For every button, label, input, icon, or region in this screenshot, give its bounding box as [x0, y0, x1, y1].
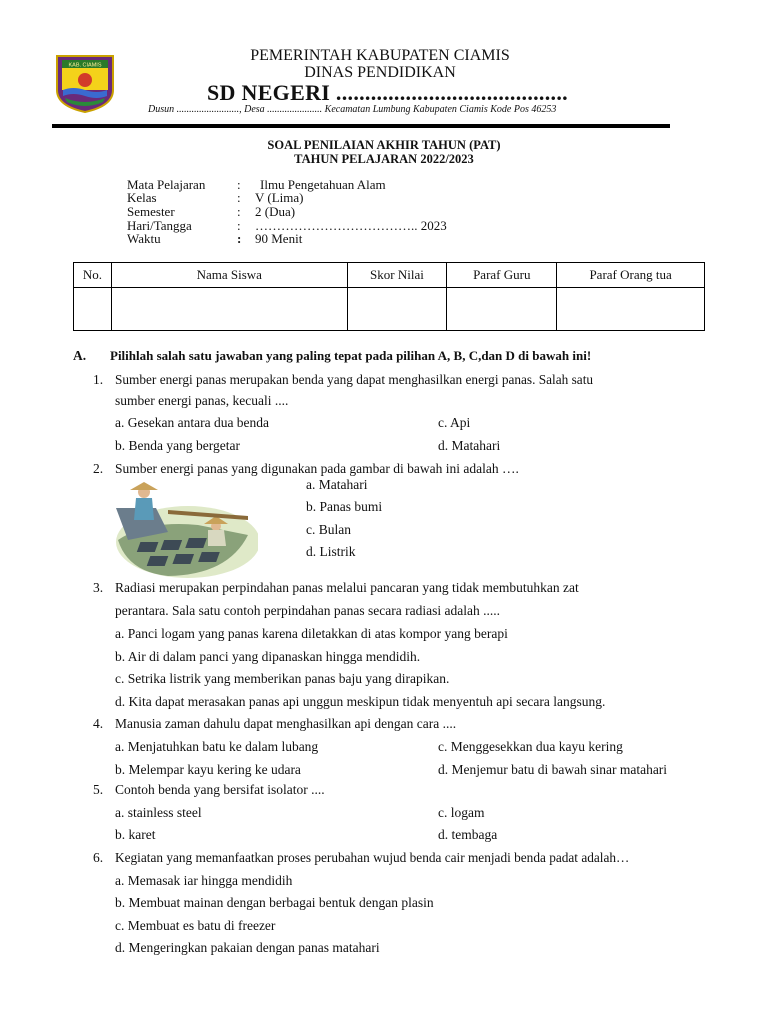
question-text: Contoh benda yang bersifat isolator ....: [115, 782, 325, 797]
option-b[interactable]: b. Panas bumi: [306, 499, 383, 514]
info-sep: :: [237, 177, 241, 192]
school-name: SD NEGERI ........................................: [207, 80, 568, 105]
question-number: 1.: [93, 372, 104, 387]
option-c[interactable]: c. Setrika listrik yang memberikan panas baju yang dirapikan.: [115, 671, 450, 686]
exam-title: SOAL PENILAIAN AKHIR TAHUN (PAT): [267, 138, 501, 152]
section-letter: A.: [73, 348, 87, 363]
col-header-parent-sign: Paraf Orang tua: [557, 263, 705, 288]
option-a[interactable]: a. stainless steel: [115, 805, 202, 820]
info-label: Hari/Tangga: [127, 218, 192, 233]
option-a[interactable]: a. Memasak iar hingga mendidih: [115, 873, 293, 888]
header-government: PEMERINTAH KABUPATEN CIAMIS: [250, 47, 510, 64]
cell-name[interactable]: [111, 288, 347, 331]
drying-fish-illustration: [108, 480, 258, 580]
school-address: Dusun ........................., Desa ...................... Kecamatan Lumbung Kabupaten Ciamis Kode Pos 46253: [148, 104, 557, 115]
col-header-score: Skor Nilai: [347, 263, 447, 288]
option-d[interactable]: d. Kita dapat merasakan panas api unggun meskipun tidak menyentuh api secara langsung.: [115, 694, 606, 709]
question-number: 4.: [93, 716, 104, 731]
option-d[interactable]: d. Mengeringkan pakaian dengan panas matahari: [115, 940, 380, 955]
option-b[interactable]: b. karet: [115, 827, 156, 842]
question-text: Radiasi merupakan perpindahan panas melalui pancaran yang tidak membutuhkan zat: [115, 580, 579, 595]
score-table: [73, 262, 705, 331]
logo-text: KAB. CIAMIS: [68, 62, 102, 69]
option-c[interactable]: c. logam: [438, 805, 485, 820]
regency-logo: [53, 50, 117, 114]
question-text: Manusia zaman dahulu dapat menghasilkan api dengan cara ....: [115, 716, 457, 731]
option-b[interactable]: b. Air di dalam panci yang dipanaskan hingga mendidih.: [115, 649, 421, 664]
info-label: Kelas: [127, 190, 157, 205]
option-a[interactable]: a. Gesekan antara dua benda: [115, 415, 270, 430]
question-text: Sumber energi panas merupakan benda yang dapat menghasilkan energi panas. Salah satu: [115, 372, 594, 387]
info-value: ……………………………….. 2023: [255, 218, 447, 233]
info-value: V (Lima): [255, 190, 304, 205]
option-b[interactable]: b. Melempar kayu kering ke udara: [115, 762, 301, 777]
cell-no[interactable]: [74, 288, 112, 331]
cell-score[interactable]: [347, 288, 447, 331]
option-b[interactable]: b. Membuat mainan dengan berbagai bentuk dengan plasin: [115, 895, 434, 910]
question-number: 3.: [93, 580, 104, 595]
info-label: Waktu: [127, 231, 161, 246]
question-text: Sumber energi panas yang digunakan pada gambar di bawah ini adalah ….: [115, 461, 519, 476]
info-value: Ilmu Pengetahuan Alam: [260, 177, 386, 192]
info-label: Mata Pelajaran: [127, 177, 206, 192]
question-number: 5.: [93, 782, 104, 797]
option-d[interactable]: d. tembaga: [438, 827, 498, 842]
cell-parent-sign[interactable]: [557, 288, 705, 331]
header-rule: [52, 124, 670, 128]
col-header-teacher-sign: Paraf Guru: [447, 263, 557, 288]
info-sep: :: [237, 190, 241, 205]
question-number: 2.: [93, 461, 104, 476]
section-instruction: Pilihlah salah satu jawaban yang paling tepat pada pilihan A, B, C,dan D di bawah ini!: [110, 348, 592, 363]
col-header-name: Nama Siswa: [111, 263, 347, 288]
option-d[interactable]: d. Menjemur batu di bawah sinar matahari: [438, 762, 668, 777]
info-sep: :: [237, 231, 242, 246]
info-value: 2 (Dua): [255, 204, 296, 219]
option-a[interactable]: a. Menjatuhkan batu ke dalam lubang: [115, 739, 319, 754]
question-text: perantara. Sala satu contoh perpindahan panas secara radiasi adalah .....: [115, 603, 500, 618]
header-department: DINAS PENDIDIKAN: [304, 64, 456, 81]
cell-teacher-sign[interactable]: [447, 288, 557, 331]
option-c[interactable]: c. Api: [438, 415, 471, 430]
question-number: 6.: [93, 850, 104, 865]
option-d[interactable]: d. Matahari: [438, 438, 501, 453]
option-c[interactable]: c. Menggesekkan dua kayu kering: [438, 739, 623, 754]
exam-year: TAHUN PELAJARAN 2022/2023: [294, 152, 474, 166]
option-c[interactable]: c. Membuat es batu di freezer: [115, 918, 276, 933]
col-header-no: No.: [74, 263, 112, 288]
option-d[interactable]: d. Listrik: [306, 544, 356, 559]
info-value: 90 Menit: [255, 231, 303, 246]
info-sep: :: [237, 218, 241, 233]
question-text: Kegiatan yang memanfaatkan proses perubahan wujud benda cair menjadi benda padat adalah…: [115, 850, 630, 865]
question-text: sumber energi panas, kecuali ....: [115, 393, 289, 408]
option-a[interactable]: a. Panci logam yang panas karena diletakkan di atas kompor yang berapi: [115, 626, 508, 641]
info-label: Semester: [127, 204, 175, 219]
option-b[interactable]: b. Benda yang bergetar: [115, 438, 240, 453]
option-a[interactable]: a. Matahari: [306, 477, 368, 492]
info-sep: :: [237, 204, 241, 219]
option-c[interactable]: c. Bulan: [306, 522, 351, 537]
